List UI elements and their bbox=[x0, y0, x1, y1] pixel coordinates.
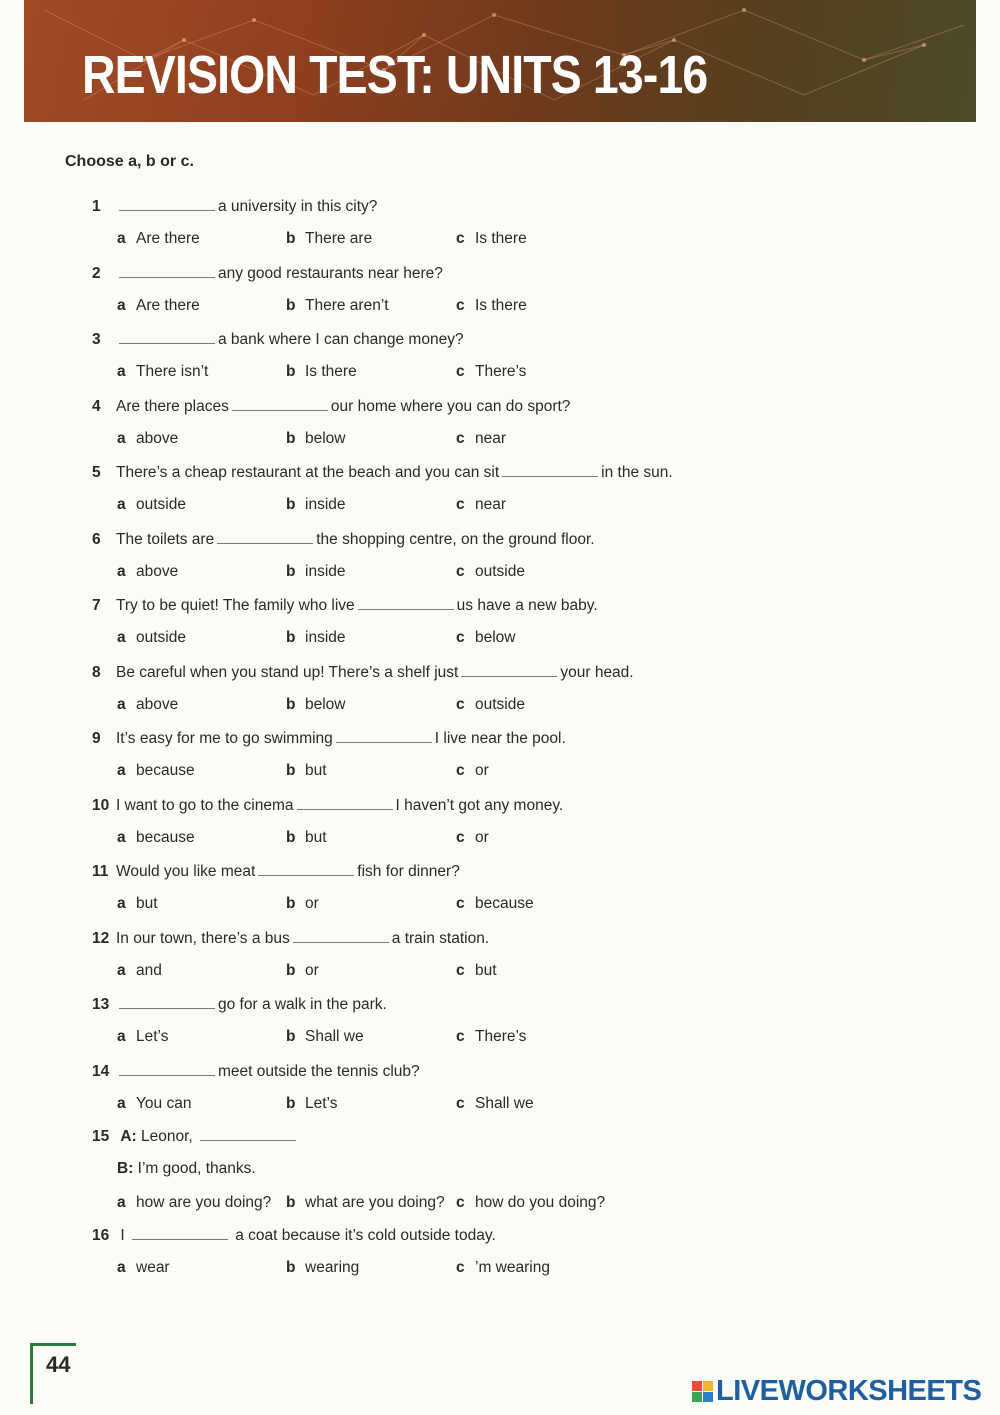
instruction: Choose a, b or c. bbox=[65, 153, 194, 170]
question-text-after: meet outside the tennis club? bbox=[218, 1062, 420, 1080]
question-line bbox=[92, 196, 377, 218]
question-12 bbox=[0, 928, 1000, 994]
footer-accent-line bbox=[30, 1343, 76, 1346]
question-number: 6 bbox=[92, 530, 101, 548]
question-text-after: a coat because it’s cold outside today. bbox=[235, 1227, 496, 1244]
option-c[interactable]: c near bbox=[456, 429, 507, 447]
question-16 bbox=[0, 1225, 1000, 1291]
answer-blank[interactable] bbox=[293, 928, 389, 943]
option-a[interactable]: a because bbox=[117, 828, 195, 846]
option-c[interactable]: c Shall we bbox=[456, 1094, 534, 1112]
question-9 bbox=[0, 728, 1000, 794]
option-c[interactable]: c because bbox=[456, 895, 534, 912]
answer-blank[interactable] bbox=[358, 595, 454, 610]
question-text-before: Are there places bbox=[116, 397, 229, 415]
question-line bbox=[92, 595, 598, 617]
option-b[interactable]: b but bbox=[286, 762, 327, 779]
question-number: 9 bbox=[92, 730, 101, 747]
option-c[interactable]: c outside bbox=[456, 562, 525, 580]
speaker-b: B: bbox=[117, 1160, 134, 1177]
question-number: 15 bbox=[92, 1128, 110, 1145]
option-c[interactable]: c outside bbox=[456, 695, 525, 713]
question-text-after: us have a new baby. bbox=[456, 597, 598, 614]
option-c[interactable]: c below bbox=[456, 629, 516, 646]
question-text-before: It’s easy for me to go swimming bbox=[116, 730, 333, 747]
question-line bbox=[92, 994, 387, 1016]
question-text-before: There’s a cheap restaurant at the beach and you can sit bbox=[116, 464, 500, 481]
question-line bbox=[92, 728, 566, 750]
option-c[interactable]: c or bbox=[456, 828, 489, 846]
answer-blank[interactable] bbox=[132, 1225, 228, 1240]
option-b[interactable]: b below bbox=[286, 695, 346, 713]
question-15-line-a bbox=[92, 1126, 299, 1148]
question-text-before: I want to go to the cinema bbox=[116, 796, 294, 814]
question-line bbox=[92, 1061, 420, 1083]
question-line bbox=[92, 529, 595, 551]
option-c[interactable]: c There’s bbox=[456, 363, 527, 380]
dialogue-line-b: I’m good, thanks. bbox=[137, 1160, 256, 1177]
option-c[interactable]: c or bbox=[456, 762, 489, 779]
answer-blank[interactable] bbox=[461, 662, 557, 677]
dialogue-line-a: Leonor, bbox=[140, 1128, 193, 1145]
question-number: 4 bbox=[92, 397, 101, 415]
question-text-before: In our town, there’s a bus bbox=[116, 929, 290, 947]
question-number: 12 bbox=[92, 929, 110, 947]
answer-blank[interactable] bbox=[232, 396, 328, 411]
option-b[interactable]: b inside bbox=[286, 496, 346, 513]
question-text-after: I haven’t got any money. bbox=[395, 796, 564, 814]
option-c[interactable]: c There’s bbox=[456, 1028, 527, 1045]
question-text-after: any good restaurants near here? bbox=[218, 264, 443, 282]
option-a[interactable]: a Are there bbox=[117, 230, 200, 247]
question-line bbox=[92, 462, 673, 484]
option-b[interactable]: b Let’s bbox=[286, 1094, 338, 1112]
question-number: 16 bbox=[92, 1227, 110, 1244]
question-1 bbox=[0, 196, 1000, 262]
option-a[interactable]: a above bbox=[117, 695, 179, 713]
question-text-before: Try to be quiet! The family who live bbox=[116, 597, 355, 614]
question-text-before: Be careful when you stand up! There’s a shelf just bbox=[116, 663, 459, 681]
question-text-after: in the sun. bbox=[601, 464, 673, 481]
question-number: 7 bbox=[92, 597, 101, 614]
question-2 bbox=[0, 263, 1000, 329]
answer-blank[interactable] bbox=[297, 795, 393, 810]
question-15-line-b bbox=[117, 1158, 256, 1180]
option-c[interactable]: c but bbox=[456, 961, 497, 979]
question-16-line bbox=[92, 1225, 496, 1247]
question-13 bbox=[0, 994, 1000, 1060]
question-line bbox=[92, 662, 634, 684]
option-b[interactable]: b wearing bbox=[286, 1259, 360, 1276]
question-line bbox=[92, 861, 460, 883]
question-number: 13 bbox=[92, 996, 110, 1013]
option-a[interactable]: a outside bbox=[117, 496, 186, 513]
speaker-a: A: bbox=[120, 1128, 137, 1145]
brand-name: LIVEWORKSHEETS bbox=[716, 1375, 982, 1407]
question-number: 2 bbox=[92, 264, 101, 282]
answer-blank[interactable] bbox=[119, 1061, 215, 1076]
question-text-after: your head. bbox=[560, 663, 634, 681]
option-a[interactable]: a and bbox=[117, 961, 162, 979]
question-7 bbox=[0, 595, 1000, 661]
question-4 bbox=[0, 396, 1000, 462]
question-text-after: a university in this city? bbox=[218, 198, 378, 215]
question-line bbox=[92, 928, 489, 950]
page-title: REVISION TEST: UNITS 13-16 bbox=[82, 45, 708, 105]
option-a[interactable]: a There isn’t bbox=[117, 363, 209, 380]
question-number: 10 bbox=[92, 796, 110, 814]
question-text-before: Would you like meat bbox=[116, 863, 256, 880]
question-line bbox=[92, 329, 464, 351]
option-c[interactable]: c ’m wearing bbox=[456, 1259, 550, 1276]
option-c[interactable]: c Is there bbox=[456, 230, 527, 247]
option-a[interactable]: a Are there bbox=[117, 296, 200, 314]
question-line bbox=[92, 795, 563, 817]
option-b[interactable]: b or bbox=[286, 895, 319, 912]
option-c[interactable]: c near bbox=[456, 496, 507, 513]
question-text-after: our home where you can do sport? bbox=[330, 397, 571, 415]
question-3 bbox=[0, 329, 1000, 395]
option-b[interactable]: b what are you doing? bbox=[286, 1194, 445, 1211]
option-b[interactable]: b Shall we bbox=[286, 1028, 364, 1045]
option-b[interactable]: b There aren’t bbox=[286, 296, 389, 314]
option-b[interactable]: b There are bbox=[286, 230, 373, 247]
option-b[interactable]: b or bbox=[286, 961, 319, 979]
question-text-after: the shopping centre, on the ground floor. bbox=[316, 530, 595, 548]
answer-blank[interactable] bbox=[258, 861, 354, 876]
option-a[interactable]: a You can bbox=[117, 1094, 192, 1112]
question-number: 5 bbox=[92, 464, 101, 481]
question-5 bbox=[0, 462, 1000, 528]
question-text-before: The toilets are bbox=[116, 530, 215, 548]
question-text-after: fish for dinner? bbox=[357, 863, 460, 880]
question-11 bbox=[0, 861, 1000, 927]
option-b[interactable]: b Is there bbox=[286, 363, 357, 380]
option-b[interactable]: b below bbox=[286, 429, 346, 447]
option-a[interactable]: a Let’s bbox=[117, 1028, 169, 1045]
question-line bbox=[92, 396, 570, 418]
option-b[interactable]: b but bbox=[286, 828, 327, 846]
answer-blank[interactable] bbox=[119, 263, 215, 278]
option-a[interactable]: a above bbox=[117, 429, 179, 447]
option-a[interactable]: a wear bbox=[117, 1259, 170, 1276]
option-a[interactable]: a above bbox=[117, 562, 179, 580]
answer-blank[interactable] bbox=[119, 994, 215, 1009]
question-text-after: I live near the pool. bbox=[434, 730, 566, 747]
header-banner bbox=[24, 0, 976, 122]
grid-logo-icon bbox=[692, 1381, 714, 1403]
question-text-after: a bank where I can change money? bbox=[218, 331, 464, 348]
answer-blank[interactable] bbox=[217, 529, 313, 544]
answer-blank[interactable] bbox=[336, 728, 432, 743]
question-6 bbox=[0, 529, 1000, 595]
question-14 bbox=[0, 1061, 1000, 1127]
option-a[interactable]: a outside bbox=[117, 629, 186, 646]
question-number: 3 bbox=[92, 331, 101, 348]
question-text-before: I bbox=[120, 1227, 125, 1244]
question-number: 1 bbox=[92, 198, 101, 215]
option-c[interactable]: c how do you doing? bbox=[456, 1194, 606, 1211]
answer-blank[interactable] bbox=[119, 196, 215, 211]
answer-blank[interactable] bbox=[502, 462, 598, 477]
answer-blank[interactable] bbox=[119, 329, 215, 344]
question-text-after: go for a walk in the park. bbox=[218, 996, 387, 1013]
question-number: 14 bbox=[92, 1062, 110, 1080]
footer-accent-bar bbox=[30, 1346, 33, 1404]
question-number: 11 bbox=[92, 863, 109, 880]
option-a[interactable]: a because bbox=[117, 762, 195, 779]
question-15 bbox=[0, 1126, 1000, 1211]
question-number: 8 bbox=[92, 663, 101, 681]
question-10 bbox=[0, 795, 1000, 861]
page-number: 44 bbox=[46, 1352, 71, 1377]
option-a[interactable]: a how are you doing? bbox=[117, 1194, 272, 1211]
answer-blank[interactable] bbox=[200, 1126, 296, 1141]
question-8 bbox=[0, 662, 1000, 728]
option-b[interactable]: b inside bbox=[286, 562, 346, 580]
option-c[interactable]: c Is there bbox=[456, 296, 527, 314]
option-a[interactable]: a but bbox=[117, 895, 158, 912]
question-text-after: a train station. bbox=[391, 929, 490, 947]
question-line bbox=[92, 263, 443, 285]
option-b[interactable]: b inside bbox=[286, 629, 346, 646]
